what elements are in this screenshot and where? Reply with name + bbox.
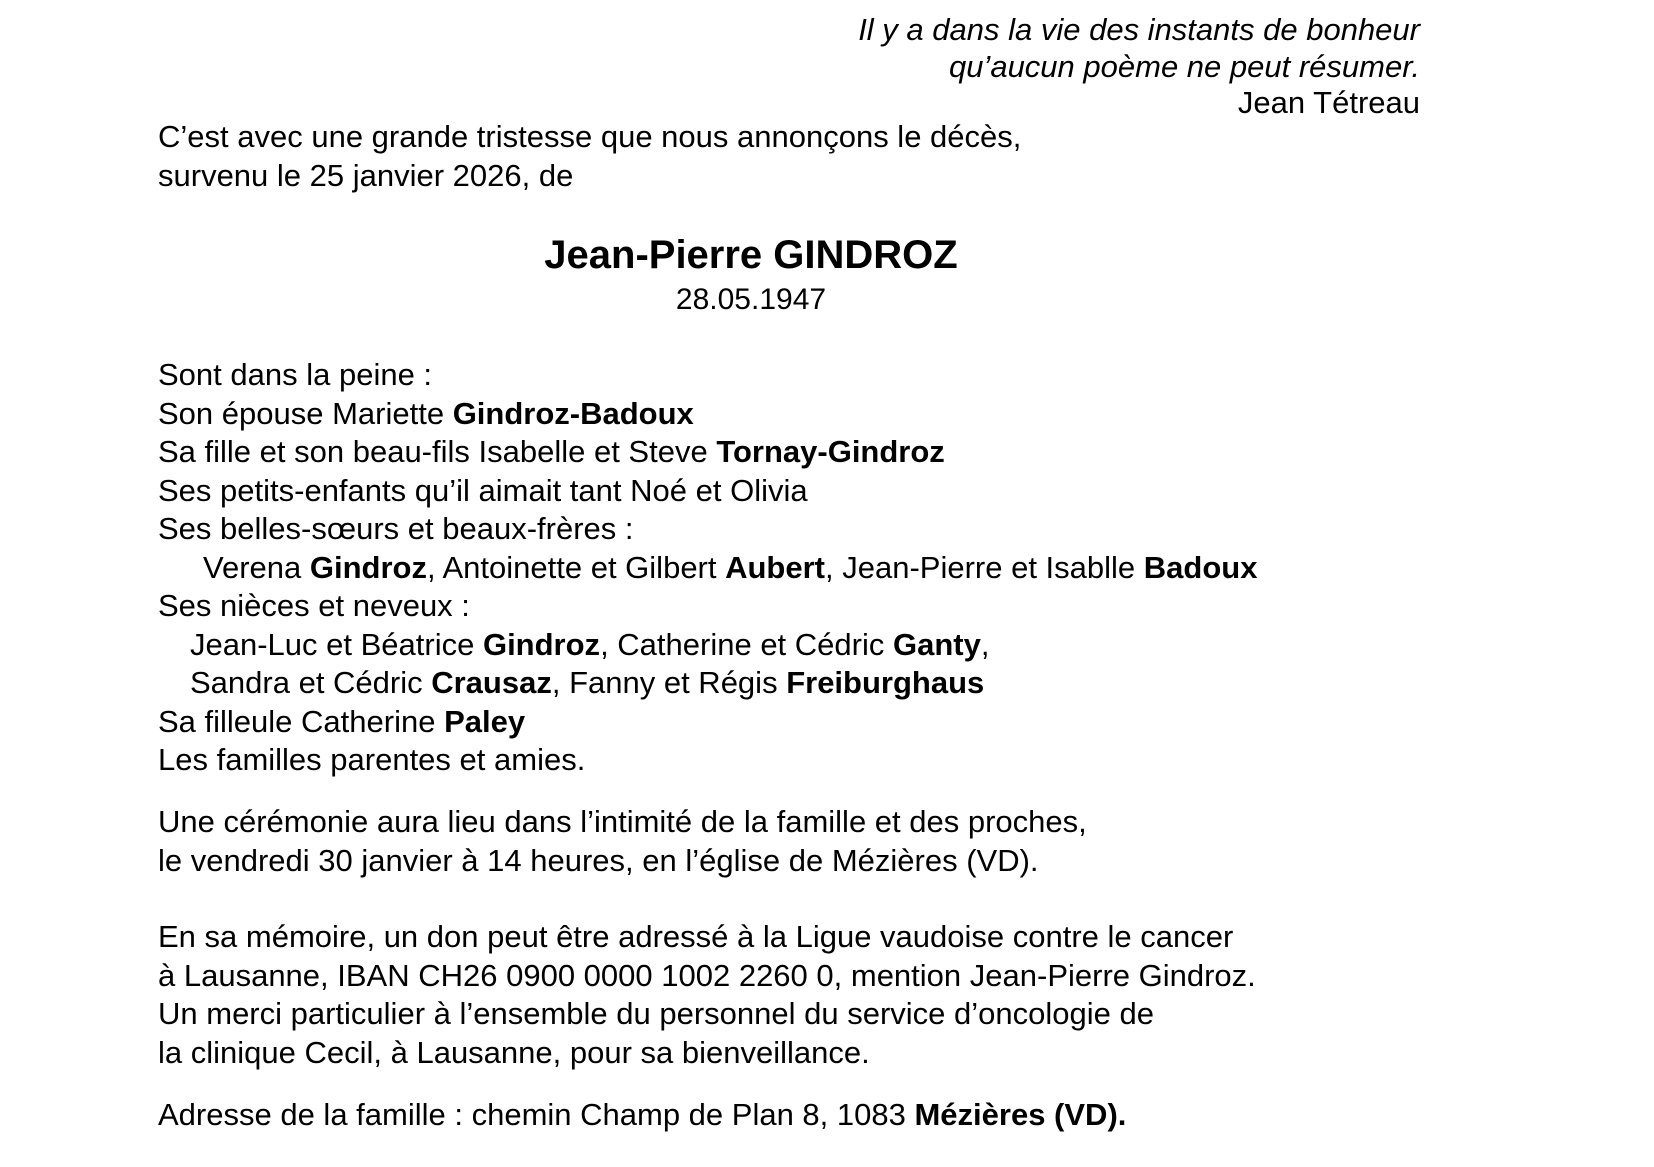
- quote-block: [858, 12, 1420, 122]
- intro-line-2: survenu le 25 janvier 2026, de: [158, 157, 574, 193]
- family-line: Sandra et Cédric Crausaz, Fanny et Régis Freiburghaus: [190, 665, 985, 700]
- intro-line-1: C’est avec une grande tristesse que nous annonçons le décès,: [158, 119, 1022, 154]
- family-line: Son épouse Mariette Gindroz-Badoux: [158, 395, 694, 431]
- deceased-name: Jean-Pierre GINDROZ: [544, 233, 958, 277]
- family-line: Verena Gindroz, Antoinette et Gilbert Aubert, Jean-Pierre et Isablle Badoux: [203, 549, 1258, 585]
- family-line: Jean-Luc et Béatrice Gindroz, Catherine et Cédric Ganty,: [190, 626, 990, 662]
- quote-line-1: Il y a dans la vie des instants de bonheur: [858, 12, 1420, 47]
- quote-line-2: qu’aucun poème ne peut résumer.: [948, 48, 1420, 84]
- family-line: Les familles parentes et amies.: [158, 742, 586, 777]
- family-line: Ses petits-enfants qu’il aimait tant Noé et Olivia: [158, 472, 808, 508]
- ceremony-line-2: le vendredi 30 janvier à 14 heures, en l’église de Mézières (VD).: [158, 842, 1039, 878]
- family-line: Sa filleule Catherine Paley: [158, 703, 526, 739]
- ceremony-paragraph: [158, 803, 1087, 880]
- memorial-paragraph: [158, 918, 1256, 1072]
- memorial-line-1: En sa mémoire, un don peut être adressé à la Ligue vaudoise contre le cancer: [158, 919, 1234, 954]
- intro-paragraph: [158, 118, 1021, 195]
- ceremony-line-1: Une cérémonie aura lieu dans l’intimité de la famille et des proches,: [158, 804, 1087, 839]
- family-line: Sa fille et son beau-fils Isabelle et Steve Tornay-Gindroz: [158, 434, 945, 469]
- deceased-birth-date: 28.05.1947: [675, 283, 827, 316]
- memorial-line-3: Un merci particulier à l’ensemble du personnel du service d’oncologie de: [158, 996, 1154, 1031]
- memorial-line-2: à Lausanne, IBAN CH26 0900 0000 1002 2260 0, mention Jean-Pierre Gindroz.: [158, 957, 1256, 993]
- family-address: Adresse de la famille : chemin Champ de Plan 8, 1083 Mézières (VD).: [158, 1097, 1127, 1132]
- quote-author: Jean Tétreau: [1237, 85, 1420, 120]
- family-paragraph: [158, 356, 1257, 780]
- family-line: Ses nièces et neveux :: [158, 588, 470, 623]
- memorial-line-4: la clinique Cecil, à Lausanne, pour sa bienveillance.: [158, 1034, 870, 1070]
- family-line: Sont dans la peine :: [158, 357, 433, 392]
- family-line: Ses belles-sœurs et beaux-frères :: [158, 511, 634, 546]
